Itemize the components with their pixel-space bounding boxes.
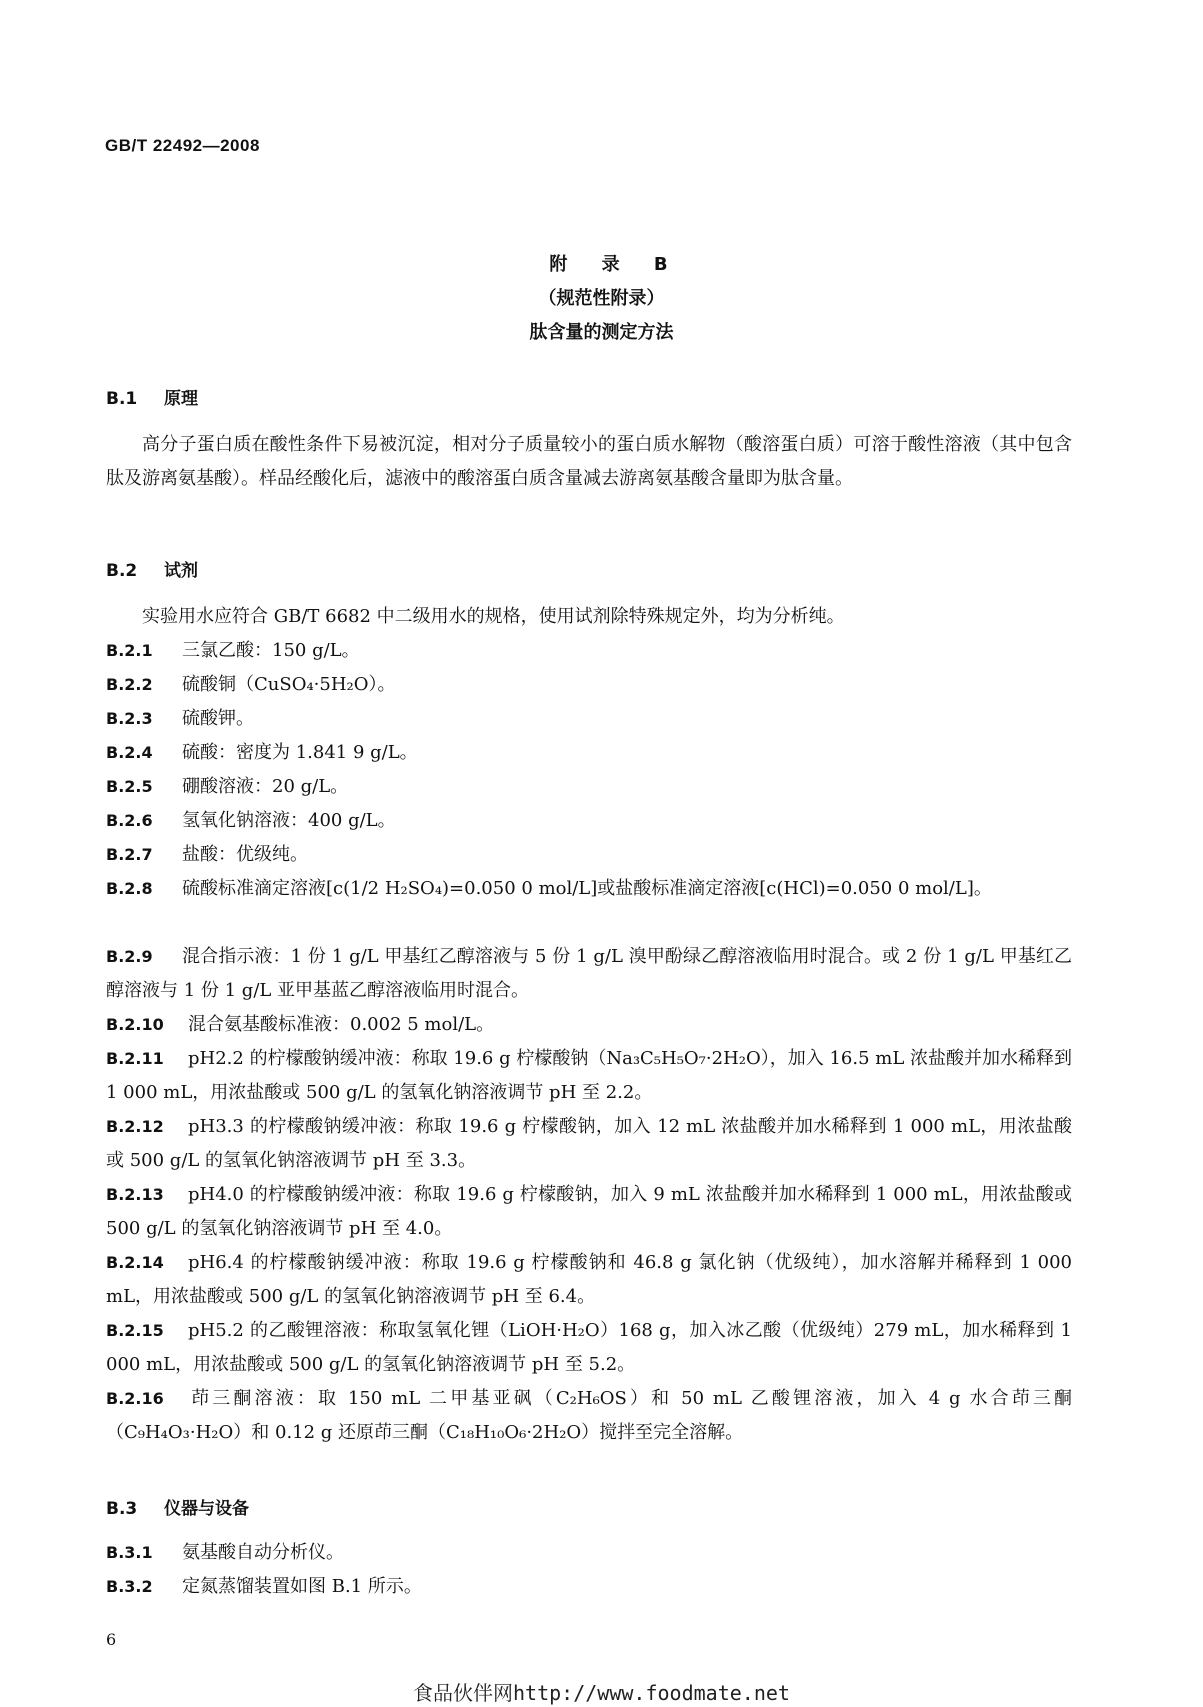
- section-number: B.3: [106, 1499, 138, 1519]
- list-item: B.2.8 硫酸标准滴定溶液[c(1/2 H₂SO₄)=0.050 0 mol/L]或盐酸标准滴定溶液[c(HCl)=0.050 0 mol/L]。: [106, 878, 992, 899]
- list-item: B.2.14 pH6.4 的柠檬酸钠缓冲液：称取 19.6 g 柠檬酸钠和 46.8 g 氯化钠（优级纯），加水溶解并稀释到 1 000 mL，用浓盐酸或 500 g/L 的氢氧化钠溶液调节 pH 至 6.4。: [106, 1252, 1072, 1307]
- section-title: 试剂: [164, 561, 198, 581]
- section-heading-b2: [106, 556, 198, 581]
- list-item: B.2.5 硼酸溶液：20 g/L。: [106, 776, 349, 797]
- list-item: B.2.9 混合指示液：1 份 1 g/L 甲基红乙醇溶液与 5 份 1 g/L 溴甲酚绿乙醇溶液临用时混合。或 2 份 1 g/L 甲基红乙醇溶液与 1 份 1 g/L 亚甲基蓝乙醇溶液临用时混合。: [106, 946, 1072, 1001]
- list-item: B.3.2 定氮蒸馏装置如图 B.1 所示。: [106, 1576, 422, 1597]
- section-heading-b3: [106, 1494, 249, 1519]
- list-item: B.2.7 盐酸：优级纯。: [106, 844, 308, 865]
- section-number: B.1: [106, 389, 138, 409]
- list-item: B.2.16 茚三酮溶液：取 150 mL 二甲基亚砜（C₂H₆OS）和 50 mL 乙酸锂溶液，加入 4 g 水合茚三酮（C₉H₄O₃·H₂O）和 0.12 g 还原茚三酮（C₁₈H₁₀O₆·2H₂O）搅拌至完全溶解。: [106, 1388, 1072, 1443]
- list-item: B.2.1 三氯乙酸：150 g/L。: [106, 640, 360, 661]
- appendix-name: 肽含量的测定方法: [529, 322, 674, 343]
- list-item: B.2.10 混合氨基酸标准液：0.002 5 mol/L。: [106, 1014, 495, 1035]
- list-item: B.3.1 氨基酸自动分析仪。: [106, 1542, 344, 1563]
- list-item: B.2.3 硫酸钾。: [106, 708, 254, 729]
- list-item: B.2.12 pH3.3 的柠檬酸钠缓冲液：称取 19.6 g 柠檬酸钠，加入 12 mL 浓盐酸并加水稀释到 1 000 mL，用浓盐酸或 500 g/L 的氢氧化钠溶液调节 pH 至 3.3。: [106, 1116, 1072, 1171]
- list-item: B.2.15 pH5.2 的乙酸锂溶液：称取氢氧化锂（LiOH·H₂O）168 g，加入冰乙酸（优级纯）279 mL，加水稀释到 1 000 mL，用浓盐酸或 500 g/L 的氢氧化钠溶液调节 pH 至 5.2。: [106, 1320, 1072, 1375]
- list-item: B.2.13 pH4.0 的柠檬酸钠缓冲液：称取 19.6 g 柠檬酸钠，加入 9 mL 浓盐酸并加水稀释到 1 000 mL，用浓盐酸或 500 g/L 的氢氧化钠溶液调节 pH 至 4.0。: [106, 1184, 1072, 1239]
- list-item: B.2.4 硫酸：密度为 1.841 9 g/L。: [106, 742, 418, 763]
- section-heading-b1: [106, 384, 198, 409]
- page-number: 6: [106, 1630, 117, 1649]
- section-number: B.2: [106, 561, 138, 581]
- standard-code: GB/T 22492—2008: [105, 136, 260, 155]
- appendix-title: 附 录 B: [549, 254, 682, 275]
- list-item: B.2.2 硫酸铜（CuSO₄·5H₂O）。: [106, 674, 396, 695]
- reagents-intro: 实验用水应符合 GB/T 6682 中二级用水的规格，使用试剂除特殊规定外，均为分析纯。: [142, 606, 845, 627]
- section-title: 仪器与设备: [164, 1499, 249, 1519]
- appendix-subtitle: （规范性附录）: [538, 288, 665, 309]
- list-item: B.2.11 pH2.2 的柠檬酸钠缓冲液：称取 19.6 g 柠檬酸钠（Na₃C₅H₅O₇·2H₂O），加入 16.5 mL 浓盐酸并加水稀释到 1 000 mL，用浓盐酸或 500 g/L 的氢氧化钠溶液调节 pH 至 2.2。: [106, 1048, 1073, 1103]
- list-item: B.2.6 氢氧化钠溶液：400 g/L。: [106, 810, 396, 831]
- principle-paragraph: 高分子蛋白质在酸性条件下易被沉淀，相对分子质量较小的蛋白质水解物（酸溶蛋白质）可溶于酸性溶液（其中包含肽及游离氨基酸）。样品经酸化后，滤液中的酸溶蛋白质含量减去游离氨基酸含量即为肽含量。: [106, 434, 1072, 489]
- section-title: 原理: [164, 389, 198, 409]
- watermark-text: 食品伙伴网http://www.foodmate.net: [413, 1681, 790, 1705]
